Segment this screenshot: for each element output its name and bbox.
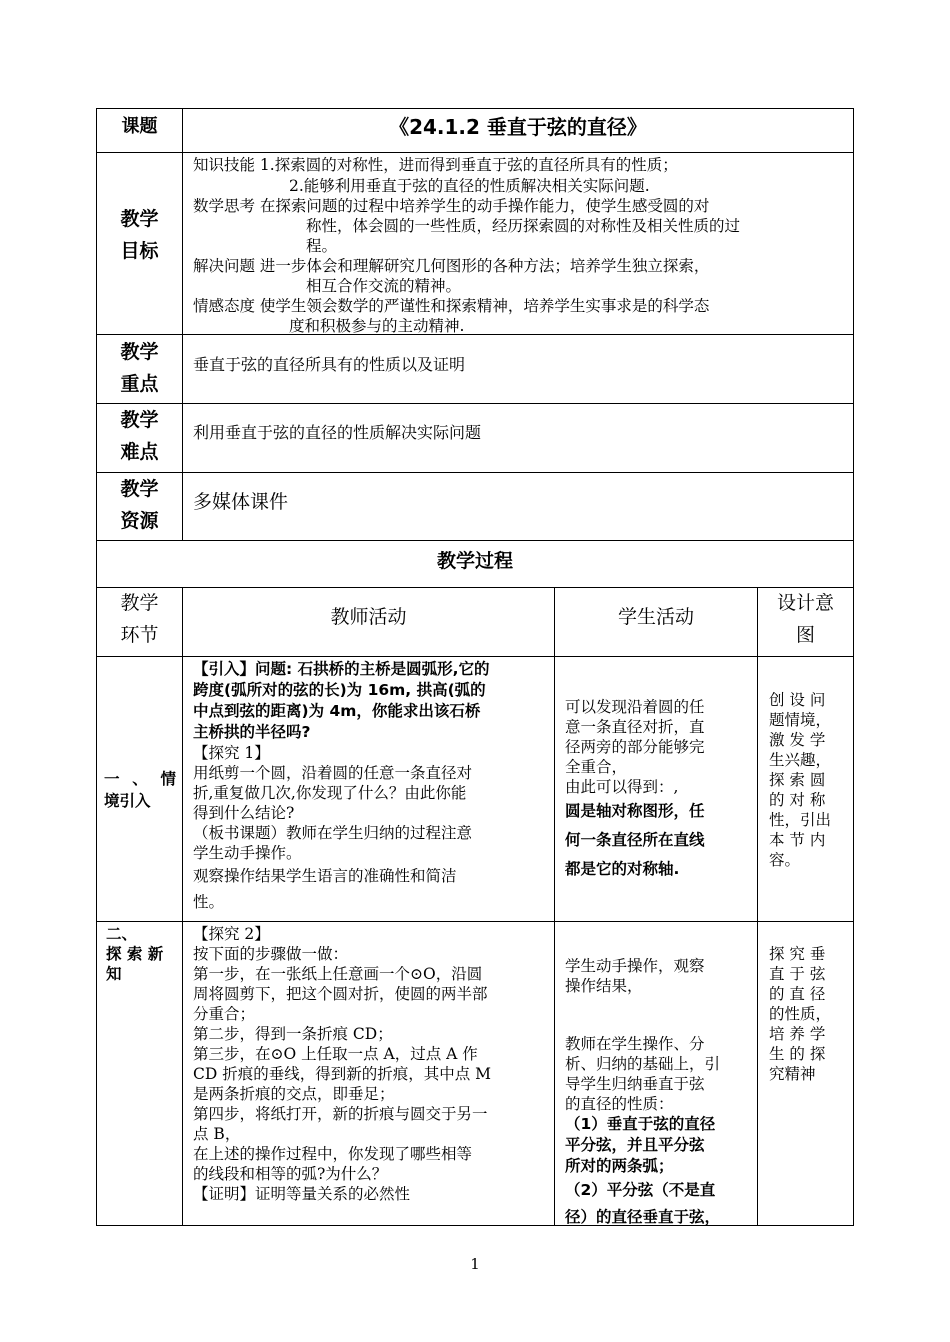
stage-2-label-line: 二、 bbox=[106, 925, 138, 943]
teacher-line: 用纸剪一个圆，沿着圆的任意一条直径对 bbox=[193, 764, 473, 782]
intro-question-line: 中点到弦的距离)为 4m，你能求出该石桥 bbox=[193, 702, 481, 720]
teacher-line: 按下面的步骤做一做： bbox=[193, 945, 349, 963]
student-conclusion-line: 圆是轴对称图形，任 bbox=[565, 802, 705, 820]
teacher-line: 分重合； bbox=[193, 1005, 256, 1023]
teacher-line: 学生动手操作。 bbox=[193, 844, 302, 862]
difficulties-label-line: 教学 bbox=[120, 409, 159, 431]
key-points-text: 垂直于弦的直径所具有的性质以及证明 bbox=[193, 355, 466, 374]
row2-design-intent bbox=[769, 944, 844, 1084]
row-divider bbox=[96, 540, 854, 541]
teacher-line: 在上述的操作过程中，你发现了哪些相等 bbox=[193, 1145, 473, 1163]
teacher-line: 【探究 1】 bbox=[193, 744, 270, 762]
property-line: （1）垂直于弦的直径 bbox=[565, 1115, 716, 1133]
intent-line: 培 养 学 bbox=[769, 1025, 826, 1043]
resources-label bbox=[97, 473, 182, 537]
teacher-line: （板书课题）教师在学生归纳的过程注意 bbox=[193, 824, 473, 842]
student-line: 意一条直径对折，直 bbox=[565, 718, 705, 736]
stage-1-label-line: 一、情 bbox=[104, 770, 176, 788]
row-divider bbox=[96, 587, 854, 588]
student-line: 操作结果， bbox=[565, 977, 643, 995]
table-border-left bbox=[96, 108, 97, 1226]
column-header-intent bbox=[758, 587, 853, 651]
intent-line: 的性质， bbox=[769, 1005, 832, 1023]
column-header-stage-line: 教学 bbox=[120, 592, 159, 614]
objective-line: 解决问题 进一步体会和理解研究几何图形的各种方法；培养学生独立探索， bbox=[193, 257, 710, 275]
column-header-intent-line: 设计意 bbox=[776, 592, 834, 614]
stage-2-label bbox=[106, 924, 178, 984]
row-divider bbox=[96, 152, 854, 153]
student-conclusion-line: 都是它的对称轴. bbox=[565, 860, 680, 878]
property-line: 平分弦，并且平分弦 bbox=[565, 1136, 705, 1154]
teacher-line: 第三步，在⊙O 上任取一点 A，过点 A 作 bbox=[193, 1045, 478, 1063]
teacher-line: 点 B， bbox=[193, 1125, 241, 1143]
student-line: 的直径的性质： bbox=[565, 1095, 674, 1113]
objective-line: 数学思考 在探索问题的过程中培养学生的动手操作能力，使学生感受圆的对 bbox=[193, 197, 710, 215]
process-title: 教学过程 bbox=[436, 550, 513, 572]
intent-line: 探 究 垂 bbox=[769, 945, 826, 963]
teacher-line: 【证明】证明等量关系的必然性 bbox=[193, 1185, 411, 1203]
key-points-label-line: 教学 bbox=[120, 341, 159, 363]
student-line: 教师在学生操作、分 bbox=[565, 1035, 705, 1053]
teacher-line: 【探究 2】 bbox=[193, 925, 270, 943]
intent-line: 直 于 弦 bbox=[769, 965, 826, 983]
intent-line: 究精神 bbox=[769, 1065, 816, 1083]
resources-label-line: 教学 bbox=[120, 478, 159, 500]
objectives-label bbox=[97, 203, 182, 267]
intent-line: 容。 bbox=[769, 851, 801, 869]
intent-line: 生 的 探 bbox=[769, 1045, 826, 1063]
row-divider bbox=[96, 921, 854, 922]
teacher-line: CD 折痕的垂线，得到新的折痕，其中点 M bbox=[193, 1065, 492, 1083]
col-divider bbox=[554, 587, 555, 1226]
page-number: 1 bbox=[470, 1255, 480, 1273]
table-border-right bbox=[853, 108, 854, 1226]
student-line: 学生动手操作，观察 bbox=[565, 957, 705, 975]
difficulties-label-line: 难点 bbox=[120, 441, 159, 463]
teacher-line: 得到什么结论? bbox=[193, 804, 295, 822]
teacher-line: 的线段和相等的弧?为什么？ bbox=[193, 1165, 388, 1183]
teacher-line: 观察操作结果学生语言的准确性和简洁 bbox=[193, 867, 457, 885]
objective-line: 程。 bbox=[306, 237, 338, 255]
teacher-line: 第二步，得到一条折痕 CD； bbox=[193, 1025, 393, 1043]
teacher-line: 性。 bbox=[193, 893, 225, 911]
intent-line: 题情境， bbox=[769, 711, 832, 729]
intent-line: 生兴趣， bbox=[769, 751, 832, 769]
property-line: 径）的直径垂直于弦， bbox=[565, 1208, 721, 1226]
row-divider bbox=[96, 334, 854, 335]
intent-line: 创 设 问 bbox=[769, 691, 826, 709]
objective-line: 2.能够利用垂直于弦的直径的性质解决相关实际问题. bbox=[289, 177, 650, 195]
teacher-line: 第一步，在一张纸上任意画一个⊙O，沿圆 bbox=[193, 965, 483, 983]
intro-question-line: 【引入】问题: 石拱桥的主桥是圆弧形,它的 bbox=[193, 660, 490, 678]
resources-label-line: 资源 bbox=[120, 510, 159, 532]
lesson-title: 《24.1.2 垂直于弦的直径》 bbox=[389, 115, 647, 139]
teacher-line: 是两条折痕的交点，即垂足； bbox=[193, 1085, 395, 1103]
table-border-top bbox=[96, 108, 854, 109]
resources-text: 多媒体课件 bbox=[193, 491, 289, 513]
intent-line: 的 对 称 bbox=[769, 791, 826, 809]
stage-1-label-line: 境引入 bbox=[104, 792, 151, 810]
student-line: 径两旁的部分能够完 bbox=[565, 738, 705, 756]
student-conclusion-line: 何一条直径所在直线 bbox=[565, 831, 705, 849]
stage-2-label-line: 探 索 新 bbox=[106, 945, 164, 963]
row-divider bbox=[96, 403, 854, 404]
key-points-label-line: 重点 bbox=[120, 373, 159, 395]
stage-1-label bbox=[104, 768, 176, 812]
intro-question-line: 主桥拱的半径吗? bbox=[193, 723, 311, 741]
row1-teacher-activity bbox=[193, 659, 549, 915]
objective-line: 情感态度 使学生领会数学的严谨性和探索精神，培养学生实事求是的科学态 bbox=[193, 297, 710, 315]
col-divider bbox=[757, 587, 758, 1226]
column-header-student: 学生活动 bbox=[617, 606, 694, 628]
teacher-line: 折,重复做几次,你发现了什么？由此你能 bbox=[193, 784, 467, 802]
student-line: 可以发现沿着圆的任 bbox=[565, 698, 705, 716]
row-divider bbox=[96, 656, 854, 657]
objectives-label-line: 目标 bbox=[120, 240, 159, 262]
intent-line: 探 索 圆 bbox=[769, 771, 826, 789]
row1-student-activity bbox=[565, 697, 751, 884]
property-line: （2）平分弦（不是直 bbox=[565, 1181, 716, 1199]
objective-line: 度和积极参与的主动精神. bbox=[289, 317, 465, 335]
stage-2-label-line: 知 bbox=[106, 965, 122, 983]
col-divider bbox=[182, 108, 183, 540]
teacher-line: 周将圆剪下，把这个圆对折，使圆的两半部 bbox=[193, 985, 488, 1003]
difficulties-label bbox=[97, 404, 182, 468]
objective-line: 称性，体会圆的一些性质，经历探索圆的对称性及相关性质的过 bbox=[306, 217, 741, 235]
key-points-label bbox=[97, 336, 182, 400]
column-header-intent-line: 图 bbox=[795, 624, 815, 646]
row1-design-intent bbox=[769, 690, 844, 870]
column-header-stage-line: 环节 bbox=[120, 624, 159, 646]
objective-line: 知识技能 1.探索圆的对称性，进而得到垂直于弦的直径所具有的性质； bbox=[193, 156, 678, 174]
col-divider bbox=[182, 587, 183, 1226]
objectives-label-line: 教学 bbox=[120, 208, 159, 230]
column-header-stage bbox=[97, 587, 182, 651]
student-line: 全重合， bbox=[565, 758, 628, 776]
column-header-teacher: 教师活动 bbox=[330, 606, 407, 628]
student-line: 导学生归纳垂直于弦 bbox=[565, 1075, 705, 1093]
intent-line: 性，引出 bbox=[769, 811, 832, 829]
student-line: 由此可以得到：, bbox=[565, 778, 679, 796]
row2-student-activity bbox=[565, 956, 751, 1231]
student-line: 析、归纳的基础上，引 bbox=[565, 1055, 721, 1073]
spacer bbox=[565, 996, 751, 1034]
difficulties-text: 利用垂直于弦的直径的性质解决实际问题 bbox=[193, 423, 482, 442]
row2-teacher-activity bbox=[193, 924, 549, 1204]
intent-line: 本 节 内 bbox=[769, 831, 826, 849]
objective-line: 相互合作交流的精神。 bbox=[306, 277, 462, 295]
row-divider bbox=[96, 472, 854, 473]
teacher-line: 第四步，将纸打开，新的折痕与圆交于另一 bbox=[193, 1105, 488, 1123]
subject-label: 课题 bbox=[121, 116, 158, 137]
intro-question-line: 跨度(弧所对的弦的长)为 16m, 拱高(弧的 bbox=[193, 681, 486, 699]
intent-line: 激 发 学 bbox=[769, 731, 826, 749]
property-line: 所对的两条弧； bbox=[565, 1157, 674, 1175]
intent-line: 的 直 径 bbox=[769, 985, 826, 1003]
